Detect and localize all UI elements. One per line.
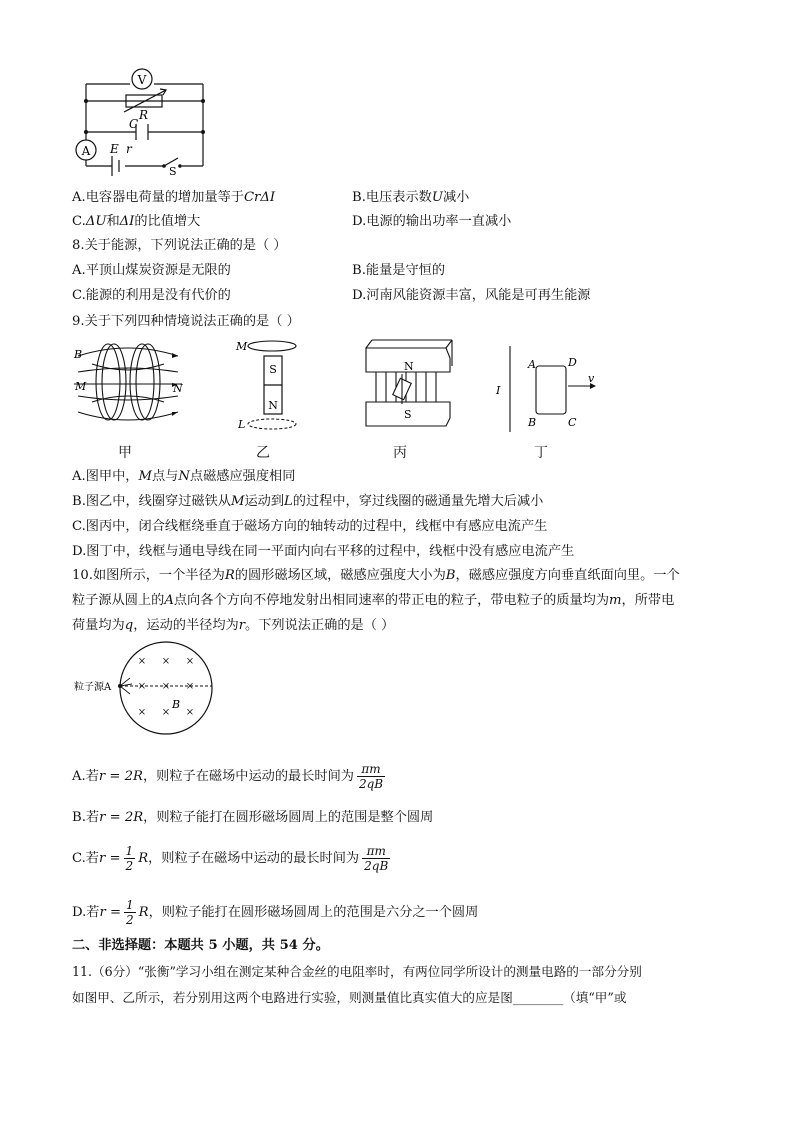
- jia-m-label: M: [75, 380, 87, 393]
- q10-b-label: B: [172, 698, 181, 711]
- q7-option-b: B.电压表示数U减小: [352, 190, 470, 205]
- ding-i-label: I: [496, 384, 501, 397]
- q10-option-d: D.若r = $\frac{1}{2}$ R，则粒子能打在圆形磁场圆周上的范围是六分之一个圆周: [72, 898, 479, 927]
- emf-label: E: [110, 142, 119, 156]
- q9-option-a: A.图甲中，M点与N点磁感应强度相同: [72, 469, 296, 484]
- q8-option-b: B.能量是守恒的: [352, 263, 446, 278]
- q9-figure-bing: [360, 336, 456, 434]
- q7-option-a: A.电容器电荷量的增加量等于CrΔI: [72, 190, 276, 205]
- ding-c-label: C: [568, 416, 577, 429]
- yi-magnet-s: S: [269, 363, 277, 376]
- q7-option-d: D.电源的输出功率一直减小: [352, 214, 512, 229]
- q7-circuit-diagram: [72, 64, 222, 176]
- q10-stem-line1: 10.如图所示，一个半径为R的圆形磁场区域，磁感应强度大小为B，磁感应强度方向垂直纸面向里。一个: [72, 568, 680, 583]
- svg-text:×: ×: [161, 656, 171, 667]
- q10-c-half: $\frac{1}{2}$: [125, 844, 134, 873]
- jia-n-label: N: [173, 382, 183, 395]
- svg-text:×: ×: [137, 656, 147, 667]
- q8-option-a: A.平顶山煤炭资源是无限的: [72, 263, 231, 278]
- svg-text:×: ×: [161, 681, 171, 692]
- q10-option-c: C.若r = $\frac{1}{2}$ R，则粒子在磁场中运动的最长时间为 $\frac{\pi m}{2qB}$: [72, 844, 389, 873]
- q9-label-jia: 甲: [118, 445, 132, 461]
- q10-c-fraction: $\frac{\pi m}{2qB}$: [364, 844, 389, 873]
- svg-text:×: ×: [161, 707, 171, 718]
- svg-text:×: ×: [185, 681, 195, 692]
- ding-v-label: v: [588, 372, 595, 385]
- svg-text:×: ×: [137, 707, 147, 718]
- q8-option-d: D.河南风能资源丰富，风能是可再生能源: [352, 288, 591, 303]
- internal-r-label: r: [126, 142, 132, 156]
- ding-b-label: B: [528, 416, 537, 429]
- q8-stem: 8.关于能源，下列说法正确的是（ ）: [72, 238, 287, 253]
- q9-stem: 9.关于下列四种情境说法正确的是（ ）: [72, 314, 300, 329]
- q10-source-label: 粒子源A: [74, 682, 112, 693]
- q9-label-yi: 乙: [256, 445, 270, 461]
- q10-option-b: B.若r = 2R，则粒子能打在圆形磁场圆周上的范围是整个圆周: [72, 810, 434, 825]
- q11-line1: 11.（6分）“张衡”学习小组在测定某种合金丝的电阻率时，有两位同学所设计的测量电路的一部分分别: [72, 964, 642, 979]
- ammeter-label: A: [81, 144, 91, 158]
- q10-stem-line2: 粒子源从圆上的A点向各个方向不停地发射出相同速率的带正电的粒子，带电粒子的质量均为m，所带电: [72, 593, 675, 608]
- ding-a-label: A: [528, 358, 536, 371]
- section-2-heading: 二、非选择题：本题共 5 小题，共 54 分。: [72, 938, 329, 953]
- ding-d-label: D: [568, 356, 577, 369]
- capacitor-label: C: [129, 117, 139, 131]
- q10-d-half: $\frac{1}{2}$: [126, 898, 134, 927]
- resistor-label: R: [139, 108, 149, 122]
- svg-text:×: ×: [185, 656, 195, 667]
- svg-text:×: ×: [137, 681, 147, 692]
- svg-text:×: ×: [185, 707, 195, 718]
- yi-magnet-n: N: [268, 399, 278, 412]
- q10-option-a: A.若r = 2R，则粒子在磁场中运动的最长时间为 $\frac{\pi m}{2qB}$: [72, 762, 384, 791]
- q9-label-bing: 丙: [393, 445, 407, 461]
- q10-magnetic-field-figure: [72, 640, 222, 740]
- q10-stem-line3: 荷量均为q，运动的半径均为r。下列说法正确的是（ ）: [72, 618, 395, 633]
- yi-l-label: L: [238, 418, 246, 431]
- q10-a-fraction: $\frac{\pi m}{2qB}$: [358, 762, 384, 791]
- q9-option-c: C.图丙中，闭合线框绕垂直于磁场方向的轴转动的过程中，线框中有感应电流产生: [72, 519, 548, 534]
- q8-option-c: C.能源的利用是没有代价的: [72, 288, 231, 303]
- bing-n-label: N: [404, 360, 414, 373]
- q9-figure-yi: [234, 336, 304, 434]
- voltmeter-label: V: [137, 73, 147, 87]
- q11-line2: 如图甲、乙所示，若分别用这两个电路进行实验，则测量值比真实值大的应是图________（填“甲”或: [72, 990, 627, 1005]
- q9-figure-jia: [72, 336, 190, 434]
- q9-figure-ding: [490, 336, 600, 434]
- q9-label-ding: 丁: [534, 445, 548, 461]
- q9-option-b: B.图乙中，线圈穿过磁铁从M运动到L的过程中，穿过线圈的磁通量先增大后减小: [72, 494, 544, 509]
- q7-option-c: C.ΔU和ΔI的比值增大: [72, 214, 201, 229]
- jia-b-label: B: [74, 348, 83, 361]
- q9-option-d: D.图丁中，线框与通电导线在同一平面内向右平移的过程中，线框中没有感应电流产生: [72, 544, 575, 559]
- switch-label: S: [169, 165, 177, 176]
- bing-s-label: S: [404, 408, 412, 421]
- yi-m-label: M: [236, 340, 248, 353]
